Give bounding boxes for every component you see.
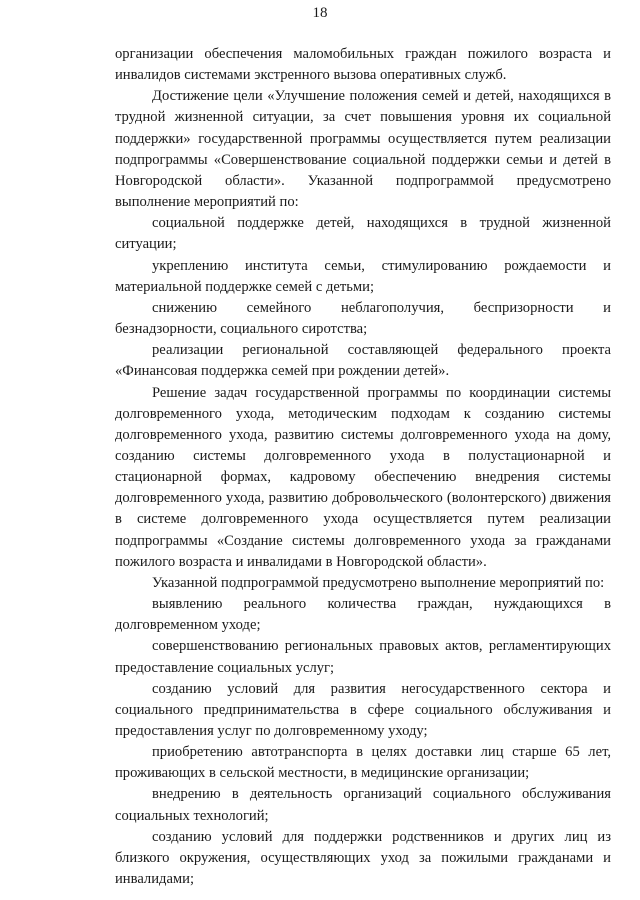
list-item: снижению семейного неблагополучия, беспризорности и безнадзорности, социального сиротства;: [115, 299, 611, 338]
list-item: созданию условий для поддержки родственников и других лиц из близкого окружения, осуществляющих уход за пожилыми гражданами и инвалидами;: [115, 828, 611, 888]
list-item: укреплению института семьи, стимулированию рождаемости и материальной поддержке семей с детьми;: [115, 257, 611, 295]
paragraph: Решение задач государственной программы по координации системы долговременного ухода, методическим подходам к созданию системы долговременного ухода, развитию системы долговременного ухода на дому, созданию системы долговременного ухода в полустационарной и стационарной формах, кадровому обеспечению внедрения системы долговременного ухода, развитию добровольческого (волонтерского) движения в системе долговременного ухода осуществляется путем реализации подпрограммы «Создание системы долговременного ухода за гражданами пожилого возраста и инвалидами в Новгородской области».: [115, 384, 611, 570]
list-item: реализации региональной составляющей федерального проекта «Финансовая поддержка семей при рождении детей».: [115, 342, 611, 380]
list-item: социальной поддержке детей, находящихся в трудной жизненной ситуации;: [115, 215, 611, 253]
list-item: внедрению в деятельность организаций социального обслуживания социальных технологий;: [115, 786, 611, 824]
paragraph: Достижение цели «Улучшение положения семей и детей, находящихся в трудной жизненной ситуации, за счет повышения уровня их социальной поддержки» государственной программы осуществляется путем реализации подпрограммы «Совершенствование социальной поддержки семьи и детей в Новгородской области». Указанной подпрограммой предусмотрено выполнение мероприятий по:: [115, 88, 611, 211]
paragraph: организации обеспечения маломобильных граждан пожилого возраста и инвалидов системами экстренного вызова оперативных служб.: [115, 46, 611, 84]
list-item: созданию условий для развития негосударственного сектора и социального предпринимательства в сфере социального обслуживания и предоставления услуг по долговременному уходу;: [115, 680, 611, 739]
document-body: [115, 44, 611, 890]
page-number: 18: [312, 5, 328, 21]
list-item: приобретению автотранспорта в целях доставки лиц старше 65 лет, проживающих в сельской местности, в медицинские организации;: [115, 744, 611, 782]
paragraph: Указанной подпрограммой предусмотрено выполнение мероприятий по:: [152, 574, 605, 591]
list-item: выявлению реального количества граждан, нуждающихся в долговременном уходе;: [115, 596, 611, 634]
list-item: совершенствованию региональных правовых актов, регламентирующих предоставление социальных услуг;: [115, 638, 611, 676]
